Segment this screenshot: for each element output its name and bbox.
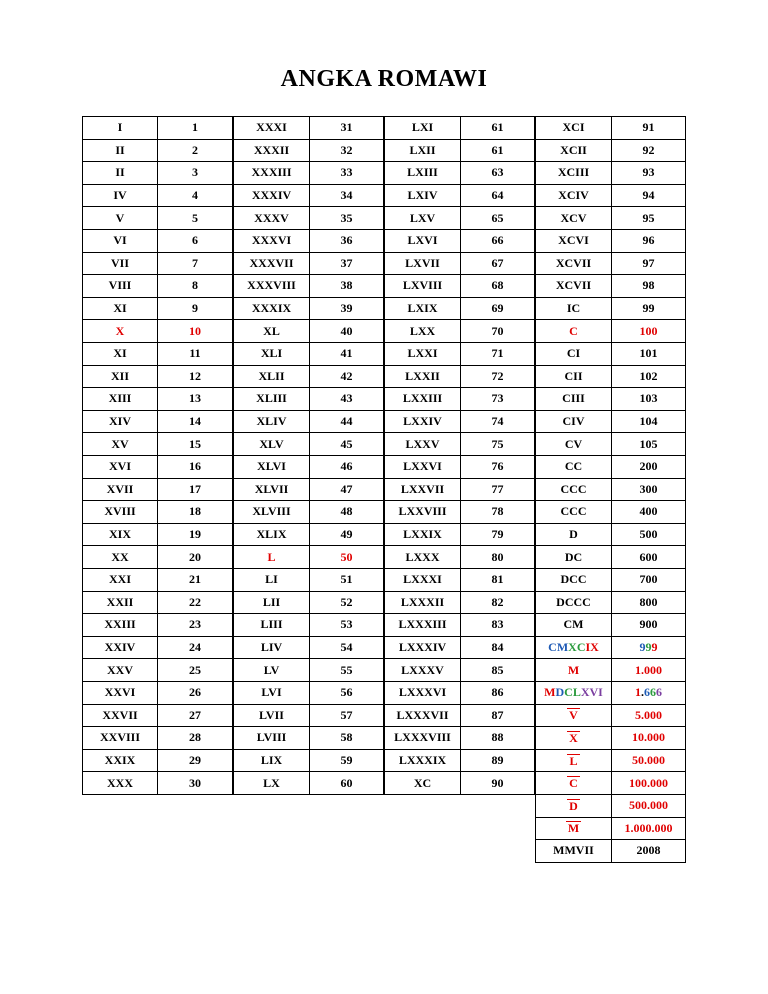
arabic-number-cell: 93 — [611, 161, 686, 184]
arabic-number-cell: 38 — [309, 274, 384, 297]
roman-numeral-cell: LXVIII — [384, 274, 460, 297]
arabic-number-cell — [611, 636, 686, 659]
roman-numeral-cell: LXXXVII — [384, 704, 460, 727]
arabic-number-cell: 67 — [460, 252, 535, 275]
arabic-number-cell: 5.000 — [611, 704, 686, 727]
roman-numeral-cell: LXXXIII — [384, 613, 460, 636]
arabic-number-cell: 16 — [157, 455, 233, 478]
arabic-number-cell: 29 — [157, 749, 233, 772]
arabic-number-cell: 69 — [460, 297, 535, 320]
overlined-numeral: C — [569, 776, 578, 791]
roman-numeral-cell: LXVII — [384, 252, 460, 275]
arabic-number-cell — [611, 681, 686, 704]
colored-segment: D — [555, 685, 565, 700]
arabic-number-cell: 58 — [309, 726, 384, 749]
arabic-number-cell: 88 — [460, 726, 535, 749]
arabic-number-cell: 7 — [157, 252, 233, 275]
arabic-number-cell: 54 — [309, 636, 384, 659]
roman-numeral-cell: LXXI — [384, 342, 460, 365]
arabic-number-cell: 14 — [157, 410, 233, 433]
arabic-number-cell: 89 — [460, 749, 535, 772]
arabic-number-cell: 61 — [460, 139, 535, 162]
arabic-number-cell: 92 — [611, 139, 686, 162]
roman-numeral-cell — [535, 681, 611, 704]
roman-numeral-cell: LIV — [233, 636, 309, 659]
roman-numeral-cell: XVII — [82, 478, 157, 501]
roman-numeral-cell: LXXXIX — [384, 749, 460, 772]
colored-segment: M — [544, 685, 556, 700]
arabic-number-cell: 48 — [309, 500, 384, 523]
colored-segment: 6 — [644, 685, 650, 700]
arabic-number-cell: 27 — [157, 704, 233, 727]
roman-numeral-cell: II — [82, 139, 157, 162]
roman-numeral-cell: XI — [82, 342, 157, 365]
arabic-number-cell: 28 — [157, 726, 233, 749]
roman-numeral-cell: LIX — [233, 749, 309, 772]
roman-numeral-cell: XXIV — [82, 636, 157, 659]
roman-numeral-cell: CI — [535, 342, 611, 365]
roman-numeral-cell: XXIX — [82, 749, 157, 772]
arabic-number-cell: 5 — [157, 206, 233, 229]
roman-numeral-cell: XXXIV — [233, 184, 309, 207]
roman-numeral-cell: XLIII — [233, 387, 309, 410]
arabic-number-cell: 1.000.000 — [611, 817, 686, 840]
arabic-number-cell: 49 — [309, 523, 384, 546]
arabic-number-cell: 37 — [309, 252, 384, 275]
arabic-number-cell: 46 — [309, 455, 384, 478]
roman-numeral-cell — [535, 636, 611, 659]
roman-numeral-cell: XLVII — [233, 478, 309, 501]
arabic-number-cell: 40 — [309, 319, 384, 342]
arabic-number-cell: 12 — [157, 365, 233, 388]
arabic-number-cell: 45 — [309, 432, 384, 455]
roman-numeral-cell: II — [82, 161, 157, 184]
colored-segment: XC — [568, 640, 586, 655]
arabic-number-cell: 97 — [611, 252, 686, 275]
arabic-number-cell: 96 — [611, 229, 686, 252]
roman-numeral-cell: LXXVII — [384, 478, 460, 501]
roman-numeral-cell: XCII — [535, 139, 611, 162]
roman-numeral-cell: IC — [535, 297, 611, 320]
roman-numeral-cell: XVI — [82, 455, 157, 478]
roman-numeral-cell: LXXII — [384, 365, 460, 388]
colored-segment: 9 — [651, 640, 658, 655]
roman-numeral-cell: XXVIII — [82, 726, 157, 749]
arabic-number-cell: 65 — [460, 206, 535, 229]
arabic-number-cell: 78 — [460, 500, 535, 523]
arabic-number-cell: 86 — [460, 681, 535, 704]
roman-numeral-cell: XIX — [82, 523, 157, 546]
arabic-number-cell: 104 — [611, 410, 686, 433]
roman-numeral-cell: CM — [535, 613, 611, 636]
arabic-number-cell: 103 — [611, 387, 686, 410]
roman-numeral-cell: XLIV — [233, 410, 309, 433]
arabic-number-cell: 15 — [157, 432, 233, 455]
arabic-number-cell: 3 — [157, 161, 233, 184]
roman-numeral-cell — [535, 726, 611, 749]
roman-numeral-cell: LXIII — [384, 161, 460, 184]
arabic-number-cell: 87 — [460, 704, 535, 727]
roman-numeral-cell: LXIV — [384, 184, 460, 207]
arabic-number-cell: 98 — [611, 274, 686, 297]
arabic-number-cell: 1 — [157, 116, 233, 139]
roman-numeral-cell: LV — [233, 658, 309, 681]
arabic-number-cell: 23 — [157, 613, 233, 636]
roman-numeral-cell: CV — [535, 432, 611, 455]
roman-numeral-cell: LXII — [384, 139, 460, 162]
arabic-number-cell: 90 — [460, 771, 535, 795]
roman-numeral-cell — [535, 771, 611, 794]
arabic-number-cell: 8 — [157, 274, 233, 297]
arabic-number-cell: 200 — [611, 455, 686, 478]
roman-numeral-cell: XV — [82, 432, 157, 455]
overlined-numeral: D — [569, 798, 578, 813]
arabic-number-cell: 101 — [611, 342, 686, 365]
arabic-number-cell: 20 — [157, 545, 233, 568]
arabic-number-cell: 73 — [460, 387, 535, 410]
arabic-number-cell: 39 — [309, 297, 384, 320]
arabic-number-cell: 51 — [309, 568, 384, 591]
arabic-number-cell: 47 — [309, 478, 384, 501]
roman-numeral-cell: I — [82, 116, 157, 139]
roman-numeral-cell: XXVI — [82, 681, 157, 704]
arabic-number-cell: 400 — [611, 500, 686, 523]
arabic-number-cell: 25 — [157, 658, 233, 681]
overlined-numeral: V — [569, 708, 578, 723]
roman-numeral-cell: LXXXVIII — [384, 726, 460, 749]
roman-numeral-cell: XXXIX — [233, 297, 309, 320]
roman-numeral-cell — [535, 749, 611, 772]
arabic-number-cell: 42 — [309, 365, 384, 388]
roman-numeral-cell: D — [535, 523, 611, 546]
roman-numeral-cell: XIII — [82, 387, 157, 410]
roman-numeral-cell: DC — [535, 545, 611, 568]
arabic-number-cell: 100.000 — [611, 771, 686, 794]
roman-numeral-cell: LVIII — [233, 726, 309, 749]
roman-numeral-cell: XCVI — [535, 229, 611, 252]
roman-numeral-cell: V — [82, 206, 157, 229]
arabic-number-cell: 13 — [157, 387, 233, 410]
roman-numeral-cell: XCIII — [535, 161, 611, 184]
roman-numeral-cell: CCC — [535, 500, 611, 523]
arabic-number-cell: 36 — [309, 229, 384, 252]
roman-numeral-cell: XXXVIII — [233, 274, 309, 297]
roman-numeral-cell: CC — [535, 455, 611, 478]
arabic-number-cell: 60 — [309, 771, 384, 795]
arabic-number-cell: 74 — [460, 410, 535, 433]
arabic-number-cell: 84 — [460, 636, 535, 659]
arabic-number-cell: 800 — [611, 591, 686, 614]
arabic-number-cell: 56 — [309, 681, 384, 704]
roman-numeral-cell: LIII — [233, 613, 309, 636]
arabic-number-cell: 30 — [157, 771, 233, 795]
arabic-number-cell: 55 — [309, 658, 384, 681]
arabic-number-cell: 53 — [309, 613, 384, 636]
roman-numeral-cell: LXXVIII — [384, 500, 460, 523]
arabic-number-cell: 44 — [309, 410, 384, 433]
roman-numeral-cell: CIV — [535, 410, 611, 433]
arabic-number-cell: 70 — [460, 319, 535, 342]
roman-numeral-cell: XXI — [82, 568, 157, 591]
arabic-number-cell: 500 — [611, 523, 686, 546]
roman-numeral-cell: LXXVI — [384, 455, 460, 478]
arabic-number-cell: 500.000 — [611, 794, 686, 817]
arabic-number-cell: 34 — [309, 184, 384, 207]
roman-numeral-cell: XXII — [82, 591, 157, 614]
roman-numeral-cell: DCCC — [535, 591, 611, 614]
arabic-number-cell: 79 — [460, 523, 535, 546]
roman-numeral-cell: XII — [82, 365, 157, 388]
roman-numeral-cell: LXXX — [384, 545, 460, 568]
roman-numeral-cell: XXXVI — [233, 229, 309, 252]
colored-segment: 9 — [645, 640, 652, 655]
roman-numeral-cell: M — [535, 658, 611, 681]
roman-numeral-cell: LVII — [233, 704, 309, 727]
arabic-number-cell: 24 — [157, 636, 233, 659]
roman-numeral-cell: CCC — [535, 478, 611, 501]
arabic-number-cell: 83 — [460, 613, 535, 636]
roman-numeral-cell: LXVI — [384, 229, 460, 252]
roman-numeral-cell: XC — [384, 771, 460, 795]
roman-numeral-cell: VI — [82, 229, 157, 252]
arabic-number-cell: 21 — [157, 568, 233, 591]
arabic-number-cell: 66 — [460, 229, 535, 252]
colored-segment: XVI — [580, 685, 603, 700]
roman-numeral-cell: IV — [82, 184, 157, 207]
roman-numeral-cell: VII — [82, 252, 157, 275]
arabic-number-cell: 91 — [611, 116, 686, 139]
arabic-number-cell: 81 — [460, 568, 535, 591]
arabic-number-cell: 43 — [309, 387, 384, 410]
arabic-number-cell: 75 — [460, 432, 535, 455]
arabic-number-cell: 77 — [460, 478, 535, 501]
roman-numeral-cell: L — [233, 545, 309, 568]
colored-segment: 6 — [656, 685, 662, 700]
arabic-number-cell: 82 — [460, 591, 535, 614]
roman-numeral-cell: LI — [233, 568, 309, 591]
roman-numeral-cell: LXXIV — [384, 410, 460, 433]
arabic-number-cell: 64 — [460, 184, 535, 207]
roman-numeral-cell: XXXVII — [233, 252, 309, 275]
roman-numeral-cell: VIII — [82, 274, 157, 297]
colored-segment: 6 — [650, 685, 656, 700]
roman-numeral-table — [82, 116, 686, 864]
arabic-number-cell: 95 — [611, 206, 686, 229]
roman-numeral-cell: XXXI — [233, 116, 309, 139]
arabic-number-cell: 85 — [460, 658, 535, 681]
overlined-numeral: L — [569, 753, 578, 768]
roman-numeral-cell: XCI — [535, 116, 611, 139]
roman-numeral-cell: XX — [82, 545, 157, 568]
colored-segment: 9 — [639, 640, 646, 655]
arabic-number-cell: 68 — [460, 274, 535, 297]
arabic-number-cell: 900 — [611, 613, 686, 636]
arabic-number-cell: 50 — [309, 545, 384, 568]
roman-numeral-cell: XCV — [535, 206, 611, 229]
arabic-number-cell: 71 — [460, 342, 535, 365]
roman-numeral-cell: LXV — [384, 206, 460, 229]
arabic-number-cell: 700 — [611, 568, 686, 591]
arabic-number-cell: 59 — [309, 749, 384, 772]
arabic-number-cell: 94 — [611, 184, 686, 207]
roman-numeral-cell: XLV — [233, 432, 309, 455]
arabic-number-cell: 9 — [157, 297, 233, 320]
colored-segment: 1 — [635, 685, 641, 700]
roman-numeral-cell: LXXV — [384, 432, 460, 455]
roman-numeral-cell: XXV — [82, 658, 157, 681]
roman-numeral-cell: LX — [233, 771, 309, 795]
arabic-number-cell: 63 — [460, 161, 535, 184]
arabic-number-cell: 105 — [611, 432, 686, 455]
arabic-number-cell: 6 — [157, 229, 233, 252]
roman-numeral-cell: XXXIII — [233, 161, 309, 184]
roman-numeral-cell: LXXXIV — [384, 636, 460, 659]
arabic-number-cell: 31 — [309, 116, 384, 139]
roman-numeral-cell: LXXXV — [384, 658, 460, 681]
roman-numeral-cell: MMVII — [535, 839, 611, 863]
arabic-number-cell: 22 — [157, 591, 233, 614]
roman-numeral-cell: XIV — [82, 410, 157, 433]
roman-numeral-cell: XXXII — [233, 139, 309, 162]
arabic-number-cell: 41 — [309, 342, 384, 365]
roman-numeral-cell: LXXXI — [384, 568, 460, 591]
roman-numeral-cell: XXX — [82, 771, 157, 795]
arabic-number-cell: 4 — [157, 184, 233, 207]
roman-numeral-cell: X — [82, 319, 157, 342]
roman-numeral-cell: LVI — [233, 681, 309, 704]
arabic-number-cell: 2008 — [611, 839, 686, 863]
arabic-number-cell: 76 — [460, 455, 535, 478]
colored-segment: . — [641, 685, 644, 700]
arabic-number-cell: 99 — [611, 297, 686, 320]
roman-numeral-cell — [535, 704, 611, 727]
arabic-number-cell: 50.000 — [611, 749, 686, 772]
arabic-number-cell: 72 — [460, 365, 535, 388]
roman-numeral-cell — [535, 794, 611, 817]
arabic-number-cell: 102 — [611, 365, 686, 388]
arabic-number-cell: 300 — [611, 478, 686, 501]
roman-numeral-cell: XLVI — [233, 455, 309, 478]
colored-segment: CM — [548, 640, 569, 655]
roman-numeral-cell: XVIII — [82, 500, 157, 523]
page-title: ANGKA ROMAWI — [280, 66, 488, 92]
arabic-number-cell: 11 — [157, 342, 233, 365]
roman-numeral-cell: XCVII — [535, 274, 611, 297]
roman-numeral-cell: XCVII — [535, 252, 611, 275]
roman-numeral-cell: XLII — [233, 365, 309, 388]
roman-numeral-cell: LXX — [384, 319, 460, 342]
arabic-number-cell: 32 — [309, 139, 384, 162]
colored-segment: IX — [585, 640, 599, 655]
roman-numeral-cell: LXXIII — [384, 387, 460, 410]
roman-numeral-cell: LXIX — [384, 297, 460, 320]
arabic-number-cell: 10.000 — [611, 726, 686, 749]
roman-numeral-cell: XXVII — [82, 704, 157, 727]
arabic-number-cell: 61 — [460, 116, 535, 139]
arabic-number-cell: 10 — [157, 319, 233, 342]
overlined-numeral: X — [569, 730, 578, 745]
arabic-number-cell: 33 — [309, 161, 384, 184]
overlined-numeral: M — [567, 821, 580, 836]
arabic-number-cell: 1.000 — [611, 658, 686, 681]
arabic-number-cell: 100 — [611, 319, 686, 342]
roman-numeral-cell: DCC — [535, 568, 611, 591]
colored-segment: CL — [564, 685, 581, 700]
roman-numeral-cell: XI — [82, 297, 157, 320]
roman-numeral-cell: XL — [233, 319, 309, 342]
roman-numeral-cell: LXXXII — [384, 591, 460, 614]
arabic-number-cell: 52 — [309, 591, 384, 614]
roman-numeral-cell: XLI — [233, 342, 309, 365]
arabic-number-cell: 18 — [157, 500, 233, 523]
arabic-number-cell: 600 — [611, 545, 686, 568]
roman-numeral-cell: CII — [535, 365, 611, 388]
arabic-number-cell: 17 — [157, 478, 233, 501]
roman-numeral-cell: XXXV — [233, 206, 309, 229]
roman-numeral-cell: LII — [233, 591, 309, 614]
arabic-number-cell: 80 — [460, 545, 535, 568]
roman-numeral-cell: XLIX — [233, 523, 309, 546]
roman-numeral-cell: XLVIII — [233, 500, 309, 523]
roman-numeral-cell: LXXXVI — [384, 681, 460, 704]
roman-numeral-cell: C — [535, 319, 611, 342]
roman-numeral-cell: XCIV — [535, 184, 611, 207]
roman-numeral-cell: CIII — [535, 387, 611, 410]
arabic-number-cell: 57 — [309, 704, 384, 727]
arabic-number-cell: 2 — [157, 139, 233, 162]
roman-numeral-cell: LXXIX — [384, 523, 460, 546]
arabic-number-cell: 35 — [309, 206, 384, 229]
arabic-number-cell: 26 — [157, 681, 233, 704]
arabic-number-cell: 19 — [157, 523, 233, 546]
roman-numeral-cell — [535, 817, 611, 840]
roman-numeral-cell: XXIII — [82, 613, 157, 636]
roman-numeral-cell: LXI — [384, 116, 460, 139]
